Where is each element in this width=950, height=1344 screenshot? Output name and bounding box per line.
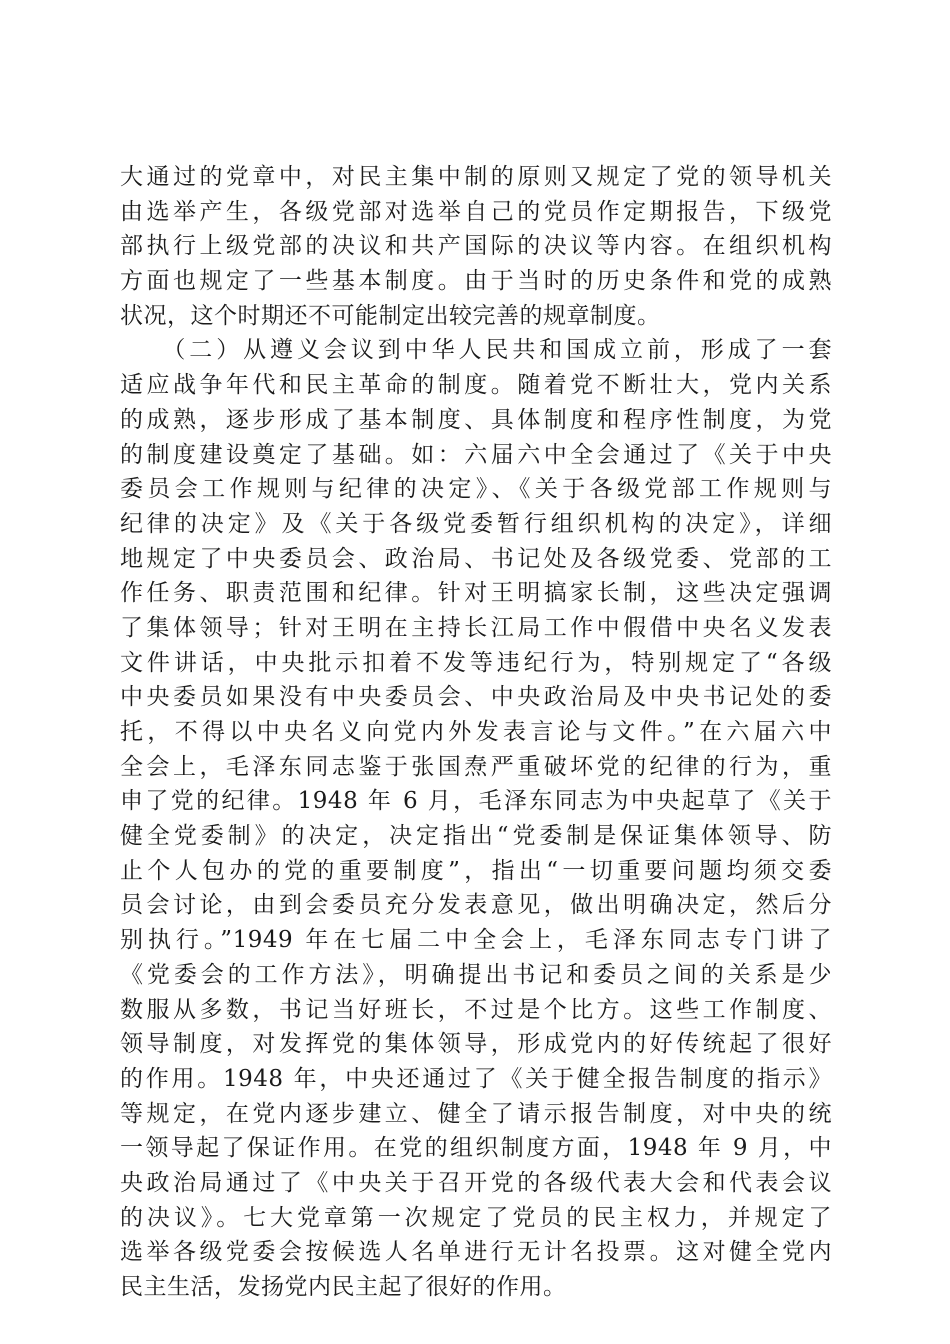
text-line: 的制度建设奠定了基础。如：六届六中全会通过了《关于中央: [120, 441, 832, 468]
text-line: 作任务、职责范围和纪律。针对王明搞家长制，这些决定强调: [120, 580, 832, 607]
text-line: 领导制度，对发挥党的集体领导，形成党内的好传统起了很好: [120, 1031, 832, 1058]
body-text: [120, 160, 832, 1305]
text-line: （二）从遵义会议到中华人民共和国成立前，形成了一套: [120, 337, 832, 364]
text-line: 一领导起了保证作用。在党的组织制度方面，1948 年 9 月，中: [120, 1135, 832, 1162]
text-line: 了集体领导；针对王明在主持长江局工作中假借中央名义发表: [120, 614, 832, 641]
text-line: 的成熟，逐步形成了基本制度、具体制度和程序性制度，为党: [120, 406, 832, 433]
text-line: 别执行。”1949 年在七届二中全会上，毛泽东同志专门讲了: [120, 927, 832, 954]
text-line: 大通过的党章中，对民主集中制的原则又规定了党的领导机关: [120, 164, 832, 190]
text-line: 中央委员如果没有中央委员会、中央政治局及中央书记处的委: [120, 684, 832, 711]
text-line: 适应战争年代和民主革命的制度。随着党不断壮大，党内关系: [120, 372, 832, 399]
text-line: 方面也规定了一些基本制度。由于当时的历史条件和党的成熟: [120, 268, 832, 295]
text-line: 全会上，毛泽东同志鉴于张国焘严重破坏党的纪律的行为，重: [120, 753, 832, 780]
text-line: 申了党的纪律。1948 年 6 月，毛泽东同志为中央起草了《关于: [120, 788, 832, 815]
text-line: 的作用。1948 年，中央还通过了《关于健全报告制度的指示》: [120, 1065, 832, 1092]
text-line: 的决议》。七大党章第一次规定了党员的民主权力，并规定了: [120, 1204, 832, 1231]
text-line: 央政治局通过了《中央关于召开党的各级代表大会和代表会议: [120, 1169, 832, 1196]
text-line: 《党委会的工作方法》，明确提出书记和委员之间的关系是少: [120, 961, 832, 988]
text-line: 文件讲话，中央批示扣着不发等违纪行为，特别规定了“各级: [120, 649, 832, 676]
text-line: 状况，这个时期还不可能制定出较完善的规章制度。: [120, 302, 661, 329]
text-line: 托，不得以中央名义向党内外发表言论与文件。”在六届六中: [120, 719, 832, 745]
text-line: 纪律的决定》及《关于各级党委暂行组织机构的决定》，详细: [120, 510, 832, 537]
text-line: 健全党委制》的决定，决定指出“党委制是保证集体领导、防: [120, 823, 832, 850]
text-line: 部执行上级党部的决议和共产国际的决议等内容。在组织机构: [120, 233, 832, 260]
text-line: 等规定，在党内逐步建立、健全了请示报告制度，对中央的统: [120, 1100, 832, 1127]
text-line: 民主生活，发扬党内民主起了很好的作用。: [120, 1274, 567, 1300]
text-line: 地规定了中央委员会、政治局、书记处及各级党委、党部的工: [120, 545, 832, 572]
text-line: 止个人包办的党的重要制度”，指出“一切重要问题均须交委: [120, 857, 832, 884]
text-line: 员会讨论，由到会委员充分发表意见，做出明确决定，然后分: [120, 892, 832, 919]
text-line: 数服从多数，书记当好班长，不过是个比方。这些工作制度、: [120, 996, 832, 1023]
text-line: 由选举产生，各级党部对选举自己的党员作定期报告，下级党: [120, 198, 832, 225]
text-line: 委员会工作规则与纪律的决定》、《关于各级党部工作规则与: [120, 476, 832, 503]
text-line: 选举各级党委会按候选人名单进行无计名投票。这对健全党内: [120, 1239, 832, 1266]
